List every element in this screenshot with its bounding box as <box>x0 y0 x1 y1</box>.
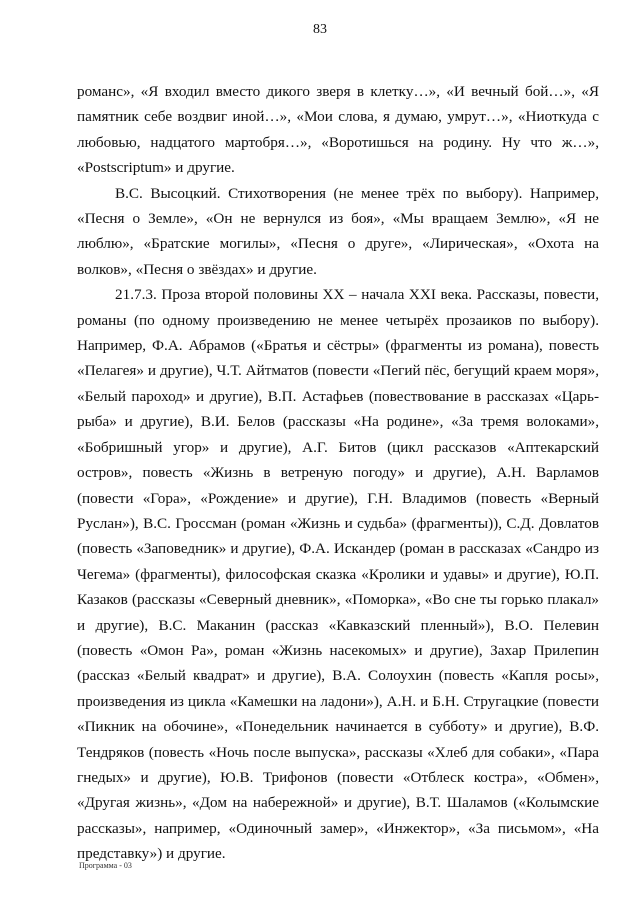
document-body <box>77 79 599 867</box>
paragraph-continuation: романс», «Я входил вместо дикого зверя в клетку…», «И вечный бой…», «Я памятник себе воздвиг иной…», «Мои слова, я думаю, умрут…», «Ниоткуда с любовью, надцатого мартобря…», «Воротишься на родину. Ну что ж…», «Postscriptum» и другие. <box>77 83 599 177</box>
footer-label: Программа - 03 <box>79 861 132 870</box>
paragraph-vysotsky: В.С. Высоцкий. Стихотворения (не менее трёх по выбору). Например, «Песня о Земле», «Он не вернулся из боя», «Мы вращаем Землю», «Я не люблю», «Братские могилы», «Песня о друге», «Лирическая», «Охота на волков», «Песня о звёздах» и другие. <box>77 184 599 278</box>
page-number: 83 <box>313 22 327 37</box>
paragraph-prose-section: 21.7.3. Проза второй половины XX – начала XXI века. Рассказы, повести, романы (по одному произведению не менее четырёх прозаиков по выбору). Например, Ф.А. Абрамов («Братья и сёстры» (фрагменты из романа), повесть «Пелагея» и другие), Ч.Т. Айтматов (повести «Пегий пёс, бегущий краем моря», «Белый пароход» и другие), В.П. Астафьев (повествование в рассказах «Царь-рыба» и другие), В.И. Белов (рассказы «На родине», «За тремя волоками», «Бобришный угор» и другие), А.Г. Битов (цикл рассказов «Аптекарский остров», повесть «Жизнь в ветреную погоду» и другие), А.Н. Варламов (повести «Гора», «Рождение» и другие), Г.Н. Владимов (повесть «Верный Руслан»), В.С. Гроссман (роман «Жизнь и судьба» (фрагменты)), С.Д. Довлатов (повесть «Заповедник» и другие), Ф.А. Искандер (роман в рассказах «Сандро из Чегема» (фрагменты), философская сказка «Кролики и удавы» и другие), Ю.П. Казаков (рассказы «Северный дневник», «Поморка», «Во сне ты горько плакал» и другие), В.С. Маканин (рассказ «Кавказский пленный»), В.О. Пелевин (повесть «Омон Ра», роман «Жизнь насекомых» и другие), Захар Прилепин (рассказ «Белый квадрат» и другие), В.А. Солоухин (повесть «Капля росы», произведения из цикла «Камешки на ладони»), А.Н. и Б.Н. Стругацкие (повести «Пикник на обочине», «Понедельник начинается в субботу» и другие), В.Ф. Тендряков (повесть «Ночь после выпуска», рассказы «Хлеб для собаки», «Пара гнедых» и другие), Ю.В. Трифонов (повести «Отблеск костра», «Обмен», «Другая жизнь», «Дом на набережной» и другие), В.Т. Шаламов («Колымские рассказы», например, «Одиночный замер», «Инжектор», «За письмом», «На представку») и другие. <box>77 286 599 863</box>
